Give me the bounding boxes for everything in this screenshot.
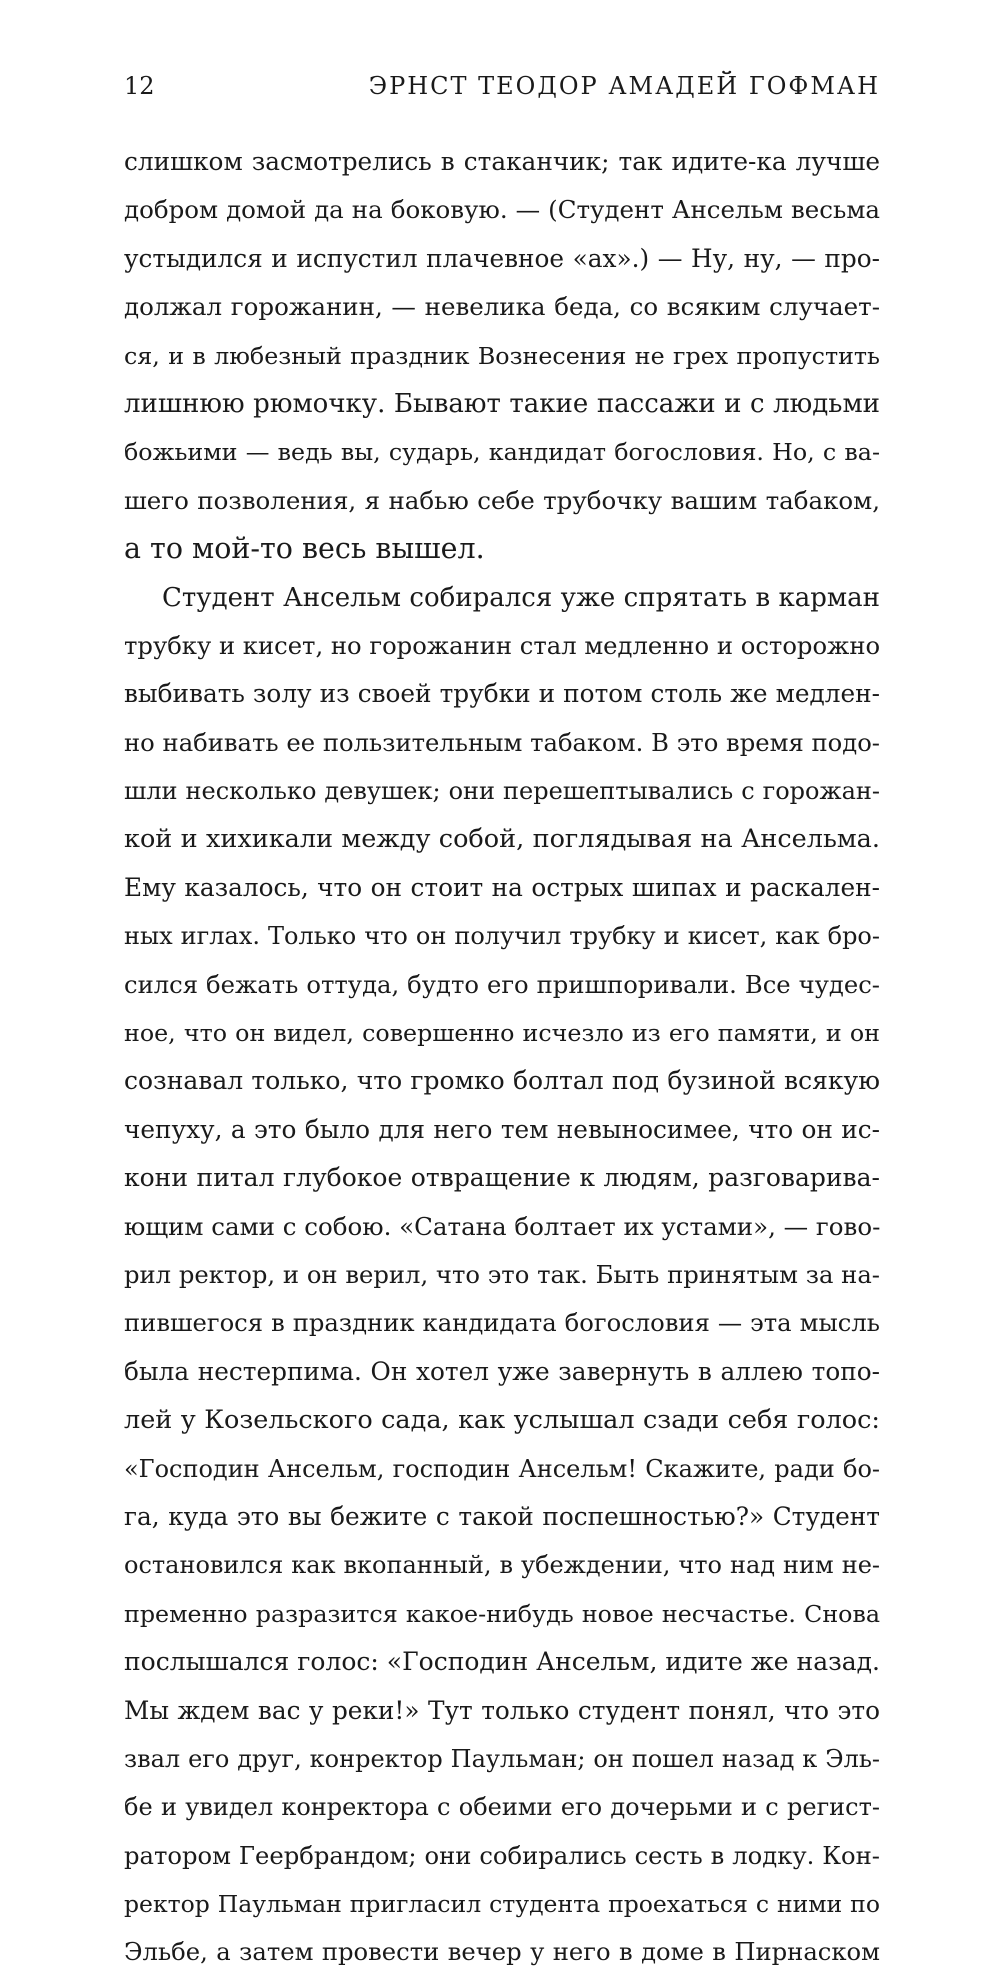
text-line: лей у Козельского сада, как услышал сзади себя голос: [124, 1405, 880, 1436]
text-line: кони питал глубокое отвращение к людям, разговарива- [124, 1163, 880, 1193]
text-line: Студент Ансельм собирался уже спрятать в карман [162, 582, 880, 613]
text-line: ратором Геербрандом; они собирались сесть в лодку. Кон- [124, 1840, 880, 1870]
paragraph-1 [124, 142, 880, 578]
text-line: пившегося в праздник кандидата богословия — эта мысль [124, 1308, 880, 1338]
text-line: звал его друг, конректор Паульман; он пошел назад к Эль- [124, 1744, 880, 1773]
text-line: добром домой да на боковую. — (Студент Ансельм весьма [124, 195, 880, 225]
text-line: а то мой-то весь вышел. [124, 532, 485, 566]
running-head: ЭРНСТ ТЕОДОР АМАДЕЙ ГОФМАН [368, 72, 880, 100]
text-line: была нестерпима. Он хотел уже завернуть в аллею топо- [124, 1356, 880, 1386]
text-line: остановился как вкопанный, в убеждении, что над ним не- [124, 1551, 880, 1580]
text-line: сознавал только, что громко болтал под бузиной всякую [124, 1066, 880, 1096]
text-line: слишком засмотрелись в стаканчик; так идите-ка лучше [124, 147, 880, 176]
text-line: рил ректор, и он верил, что это так. Быть принятым за на- [124, 1259, 880, 1289]
text-line: ректор Паульман пригласил студента проехаться с ними по [124, 1890, 880, 1919]
text-line: послышался голос: «Господин Ансельм, идите же назад. [124, 1647, 880, 1677]
text-line: ющим сами с собою. «Сатана болтает их устами», — гово- [124, 1211, 881, 1241]
text-line: чепуху, а это было для него тем невыносимее, что он ис- [124, 1114, 880, 1144]
text-line: лишнюю рюмочку. Бывают такие пассажи и с людьми [124, 388, 880, 419]
page-number: 12 [124, 72, 155, 100]
text-line: трубку и кисет, но горожанин стал медленно и осторожно [124, 630, 881, 660]
text-line: Эльбе, а затем провести вечер у него в доме в Пирнаском [124, 1937, 880, 1967]
paragraph-2 [124, 578, 880, 1981]
text-line: выбивать золу из своей трубки и потом столь же медлен- [124, 679, 880, 709]
page-header [124, 66, 880, 106]
text-line: сился бежать оттуда, будто его пришпоривали. Все чудес- [124, 969, 880, 999]
text-line: ное, что он видел, совершенно исчезло из его памяти, и он [124, 1019, 880, 1048]
text-line: «Господин Ансельм, господин Ансельм! Скажите, ради бо- [124, 1454, 880, 1483]
text-line: Мы ждем вас у реки!» Тут только студент понял, что это [124, 1695, 880, 1725]
text-line: шли несколько девушек; они перешептывались с горожан- [124, 777, 880, 806]
body-text [124, 142, 880, 1981]
text-line: устыдился и испустил плачевное «ах».) — Ну, ну, — про- [124, 243, 880, 273]
text-line: шего позволения, я набью себе трубочку вашим табаком, [124, 485, 880, 515]
text-line: пременно разразится какое-нибудь новое несчастье. Снова [124, 1599, 880, 1628]
text-line: кой и хихикали между собой, поглядывая на Ансельма. [124, 824, 880, 855]
text-line: бе и увидел конректора с обеими его дочерьми и с регист- [124, 1793, 880, 1822]
text-line: божьими — ведь вы, сударь, кандидат богословия. Но, с ва- [124, 438, 880, 467]
text-line: должал горожанин, — невелика беда, со всяким случает- [124, 292, 880, 322]
text-line: ных иглах. Только что он получил трубку и кисет, как бро- [124, 922, 880, 951]
text-line: Ему казалось, что он стоит на острых шипах и раскален- [124, 872, 880, 902]
text-line: ся, и в любезный праздник Вознесения не грех пропустить [124, 341, 880, 370]
text-line: но набивать ее пользительным табаком. В это время подо- [124, 727, 880, 757]
text-line: га, куда это вы бежите с такой поспешностью?» Студент [124, 1501, 880, 1531]
